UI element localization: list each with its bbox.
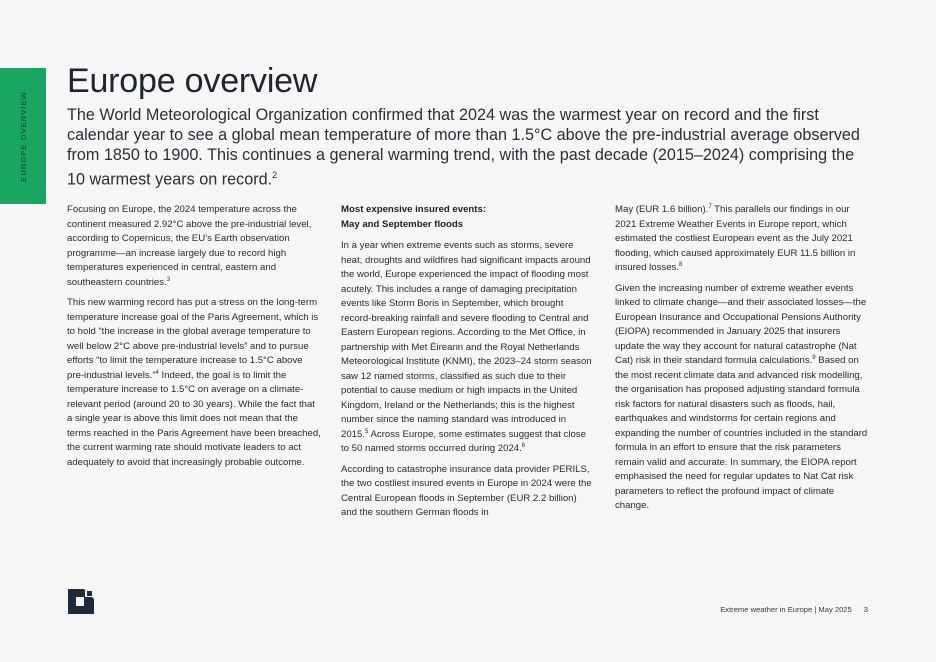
- page-number: 3: [863, 605, 868, 614]
- column-3-paragraph-1: [615, 203, 869, 276]
- column-1: [67, 203, 321, 476]
- footnote-ref: 9: [812, 354, 816, 361]
- footer-publication: Extreme weather in Europe | May 2025: [720, 605, 852, 614]
- footnote-ref: 3: [166, 276, 171, 283]
- section-heading-line-1: Most expensive insured events:: [341, 204, 487, 215]
- column-3: [615, 203, 869, 520]
- section-heading-line-2: May and September floods: [341, 218, 464, 230]
- column-3-p1-text: May (EUR 1.6 billion).: [615, 204, 709, 215]
- column-1-paragraph-1: [67, 203, 321, 290]
- section-tab-label-wrap: [0, 68, 46, 204]
- column-1-p1-text: Focusing on Europe, the 2024 temperature across the continent measured 2.92°C above the pre-industrial level, according to Copernicus, the EU’s Earth observation programme—an increase largely due to record high temperatures experienced in central, eastern and southeastern countries.: [67, 204, 312, 288]
- column-2-paragraph-1: [341, 239, 595, 457]
- footnote-ref: 8: [679, 261, 683, 268]
- page-footer: [720, 605, 868, 614]
- footnote-ref: 6: [521, 442, 526, 449]
- column-2: [341, 203, 595, 527]
- footnote-ref: 5: [365, 428, 369, 435]
- column-1-paragraph-2: [67, 296, 321, 470]
- company-logo-icon: [68, 589, 94, 614]
- column-2-paragraph-2: According to catastrophe insurance data provider PERILS, the two costliest insured events in Europe in 2024 were the Central European floods in September (EUR 2.2 billion) and the southern German floods in: [341, 463, 592, 518]
- footnote-ref: 7: [708, 203, 712, 210]
- column-3-p1-rest: This parallels our findings in our 2021 Extreme Weather Events in Europe report, which estimated the costliest European event as the July 2021 flooding, which caused approximately EUR 11.5 billion in insured losses.: [615, 204, 856, 273]
- lead-footnote: 2: [272, 170, 278, 180]
- page-title: Europe overview: [67, 62, 318, 100]
- column-3-p2-rest: Based on the most recent climate data and advanced risk modelling, the organisation has proposed adjusting standard formula risk factors for natural disasters such as floods, hail, earthquakes and windstorms for certain regions and expanding the number of countries included in the standard formula in an effort to ensure that the risk parameters remain valid and accurate. In summary, the EIOPA report emphasised the need for regular updates to Nat Cat risk parameters to reflect the profound impact of climate change.: [615, 355, 868, 511]
- footnote-ref: 4: [155, 369, 159, 376]
- column-1-p2-rest: Indeed, the goal is to limit the temperature increase to 1.5°C on average on a climate-relevant period (around 20 to 30 years). While the fact that a single year is above this limit does not mean that the terms reached in the Paris Agreement have been breached, the current warming rate should motivate leaders to act adequately to avoid that increasingly probable outcome.: [67, 369, 321, 468]
- section-tab-label: EUROPE OVERVIEW: [18, 90, 28, 182]
- column-2-p1-rest: Across Europe, some estimates suggest that close to 50 named storms occurred during 2024.: [341, 428, 586, 454]
- column-1-p2-text: This new warming record has put a stress on the long-term temperature increase goal of the Paris Agreement, which is to hold “the increase in the global average temperature to well below 2°C above pre-industrial levels” and to pursue efforts “to limit the temperature increase to 1.5°C above pre-industrial levels.”: [67, 297, 319, 381]
- lead-paragraph: [67, 105, 867, 189]
- column-3-p2-text: Given the increasing number of extreme weather events linked to climate change—and their associated losses—the European Insurance and Occupational Pensions Authority (EIOPA) recommended in January 2025 that insurers update the way they account for natural catastrophe (Nat Cat) risk in their standard formula calculations.: [615, 282, 867, 366]
- column-3-paragraph-2: [615, 282, 869, 514]
- lead-text: The World Meteorological Organization confirmed that 2024 was the warmest year on record and the first calendar year to see a global mean temperature of more than 1.5°C above the pre-industrial average observed from 1850 to 1900. This continues a general warming trend, with the past decade (2015–2024) comprising the 10 warmest years on record.: [67, 106, 860, 189]
- column-2-p1-text: In a year when extreme events such as storms, severe heat, droughts and wildfires had significant impacts around the world, Europe experienced the impact of flooding most acutely. This includes a range of damaging precipitation events like Storm Boris in September, which brought record-breaking rainfall and severe flooding to Central and Eastern European regions. According to the Met Office, in partnership with Met Éireann and the Royal Netherlands Meteorological Institute (KNMI), the 2023–24 storm season saw 12 named storms, classified as such due to their potential to cause medium or high impacts in the United Kingdom, Ireland or the Netherlands; this is the highest number since the naming standard was introduced in 2015.: [341, 240, 592, 440]
- section-heading: [341, 203, 595, 232]
